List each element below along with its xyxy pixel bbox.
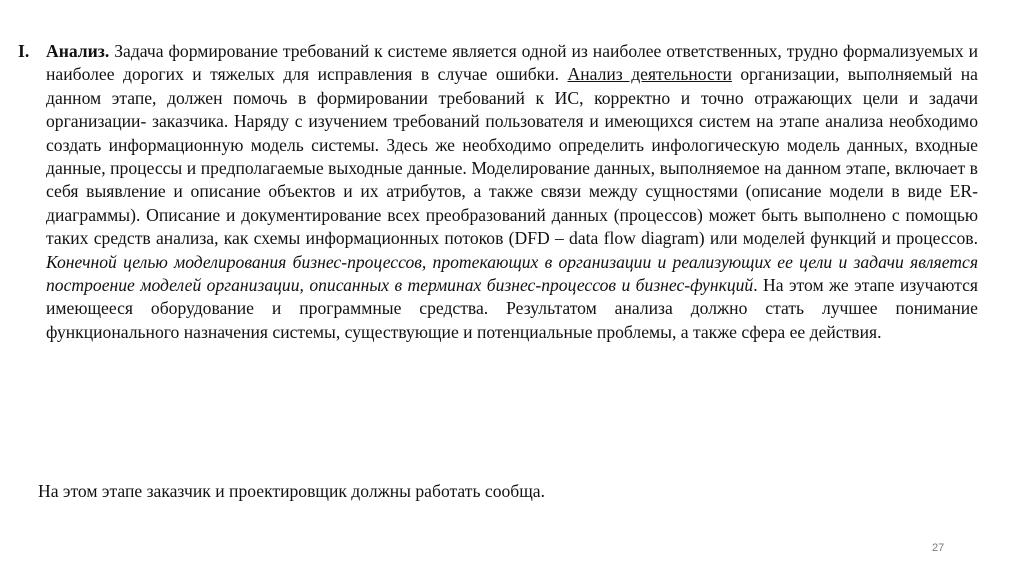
item-text-3: . На этом же этапе изучаются имеющееся оборудование и программные средства. Результатом анализа должно стать лучшее понимание функционального назначения системы, существующие и потенциальные проблемы, а также сфера ее действия. xyxy=(46,275,978,342)
item-text-2: организации, выполняемый на данном этапе, должен помочь в формировании требований к ИС, корректно и точно отражающих цели и задачи организации- заказчика. Наряду с изучением требований пользователя и имеющихся систем на этапе анализа необходимо создать информационную модель системы. Здесь же необходимо определить инфологическую модель данных, входные данные, процессы и предполагаемые выходные данные. Моделирование данных, выполняемое на данном этапе, включает в себя выявление и описание объектов и их атрибутов, а также связи между сущностями (описание модели в виде ER-диаграммы). Описание и документирование всех преобразований данных (процессов) может быть выполнено с помощью таких средств анализа, как схемы информационных потоков (DFD – data flow diagram) или моделей функций и процессов. xyxy=(46,64,978,249)
analysis-item xyxy=(18,40,978,344)
item-number: I. xyxy=(18,41,30,61)
item-heading: Анализ. xyxy=(46,41,110,61)
italic-text: Конечной целью моделирования бизнес-процессов, протекающих в организации и реализующих ее цели и задачи является построение моделей организации, описанных в терминах бизнес-процессов и бизнес-функций xyxy=(46,251,978,296)
page-number: 27 xyxy=(932,542,945,554)
closing-line: На этом этапе заказчик и проектировщик должны работать сообща. xyxy=(38,481,545,501)
item-text-1: Задача формирование требований к системе является одной из наиболее ответственных, трудно формализуемых и наиболее дорогих и тяжелых для исправления в случае ошибки. xyxy=(46,41,978,85)
item-body xyxy=(46,40,978,344)
underlined-term: Анализ деятельности xyxy=(567,64,732,85)
